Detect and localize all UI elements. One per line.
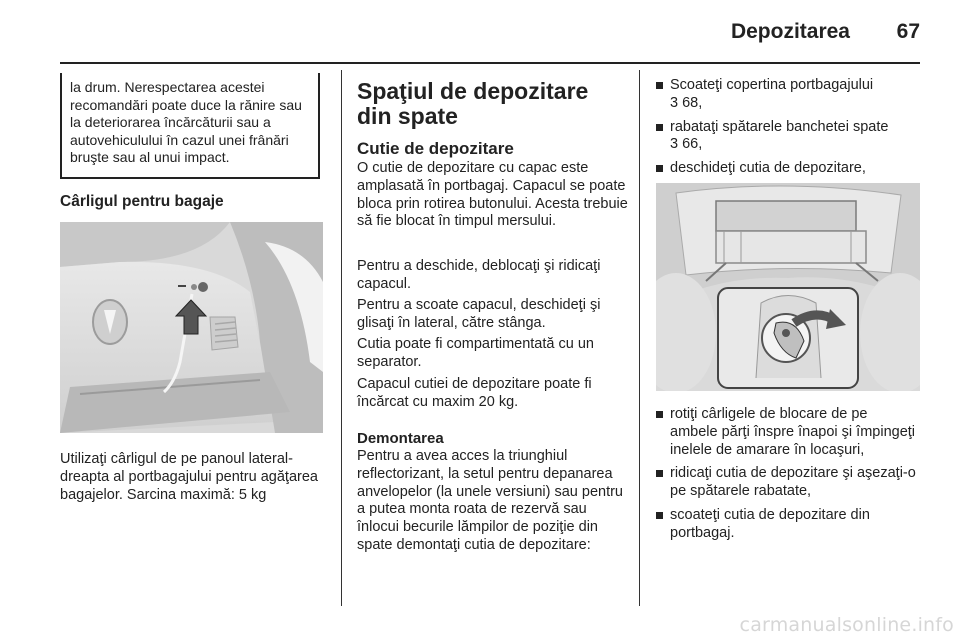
storage-box-paragraph-3: Pentru a scoate capacul, deschideţi şi glisaţi în lateral, către stânga. xyxy=(357,297,601,331)
storage-box-paragraph-2: Pentru a deschide, deblocaţi şi ridicaţi capacul. xyxy=(357,258,601,292)
warning-box xyxy=(60,73,320,179)
page-header xyxy=(60,12,920,48)
list-item: ridicaţi cutia de depozitare şi aşezaţi-o pe spătarele rabatate, xyxy=(656,465,918,501)
luggage-hook-heading: Cârligul pentru bagaje xyxy=(60,193,224,210)
page-number: 67 xyxy=(896,20,920,43)
steps-list-top xyxy=(656,77,918,184)
storage-box-illustration xyxy=(656,183,920,391)
column-divider-2 xyxy=(639,70,640,606)
bullet-square-icon xyxy=(656,82,663,89)
watermark: carmanualsonline.info xyxy=(739,614,954,636)
rear-storage-title: Spaţiul de depozitare din spate xyxy=(357,78,589,129)
storage-box-heading: Cutie de depozitare xyxy=(357,139,514,158)
list-item: rotiţi cârligele de blocare de pe ambele părţi înspre înapoi şi împingeţi inelele de amarare în locaşuri, xyxy=(656,406,918,459)
warning-text: la drum. Nerespectarea acestei recomandări poate duce la rănire sau la deteriorarea încărcăturii sau a autovehiculului în cazul unei frânări bruşte sau al unui impact. xyxy=(70,79,302,166)
bullet-square-icon xyxy=(656,512,663,519)
bullet-square-icon xyxy=(656,124,663,131)
section-title: Depozitarea xyxy=(730,20,850,43)
storage-box-paragraph-1: O cutie de depozitare cu capac este amplasată în portbagaj. Capacul se poate bloca prin rotirea butonului. Acesta trebuie să fie blocat în timpul mersului. xyxy=(357,160,628,230)
bullet-square-icon xyxy=(656,165,663,172)
luggage-hook-caption: Utilizaţi cârligul de pe panoul lateral-dreapta al portbagajului pentru agăţarea bagajelor. Sarcina maximă: 5 kg xyxy=(60,451,318,503)
storage-box-paragraph-4: Cutia poate fi compartimentată cu un separator. xyxy=(357,336,594,370)
bullet-square-icon xyxy=(656,470,663,477)
column-divider-1 xyxy=(341,70,342,606)
list-item: deschideţi cutia de depozitare, xyxy=(656,160,918,178)
steps-list-bottom xyxy=(656,406,918,549)
bullet-square-icon xyxy=(656,411,663,418)
list-item: Scoateţi copertina portbagajului 3 68, xyxy=(656,77,918,113)
list-item: rabataţi spătarele banchetei spate 3 66, xyxy=(656,119,918,155)
removal-heading: Demontarea xyxy=(357,430,444,447)
removal-paragraph: Pentru a avea acces la triunghiul reflectorizant, la setul pentru depanarea anvelopelor (la unele versiuni) sau pentru a putea monta roata de rezervă sau înlocui becurile lămpilor de poziţie din spate demontaţi cutia de depozitare: xyxy=(357,448,623,553)
luggage-hook-illustration xyxy=(60,222,323,433)
page-reference[interactable]: 3 66, xyxy=(670,136,703,153)
header-rule xyxy=(60,62,920,64)
list-item: scoateţi cutia de depozitare din portbagaj. xyxy=(656,507,918,543)
page-reference[interactable]: 3 68, xyxy=(670,94,703,111)
storage-box-paragraph-5: Capacul cutiei de depozitare poate fi încărcat cu maxim 20 kg. xyxy=(357,376,592,410)
